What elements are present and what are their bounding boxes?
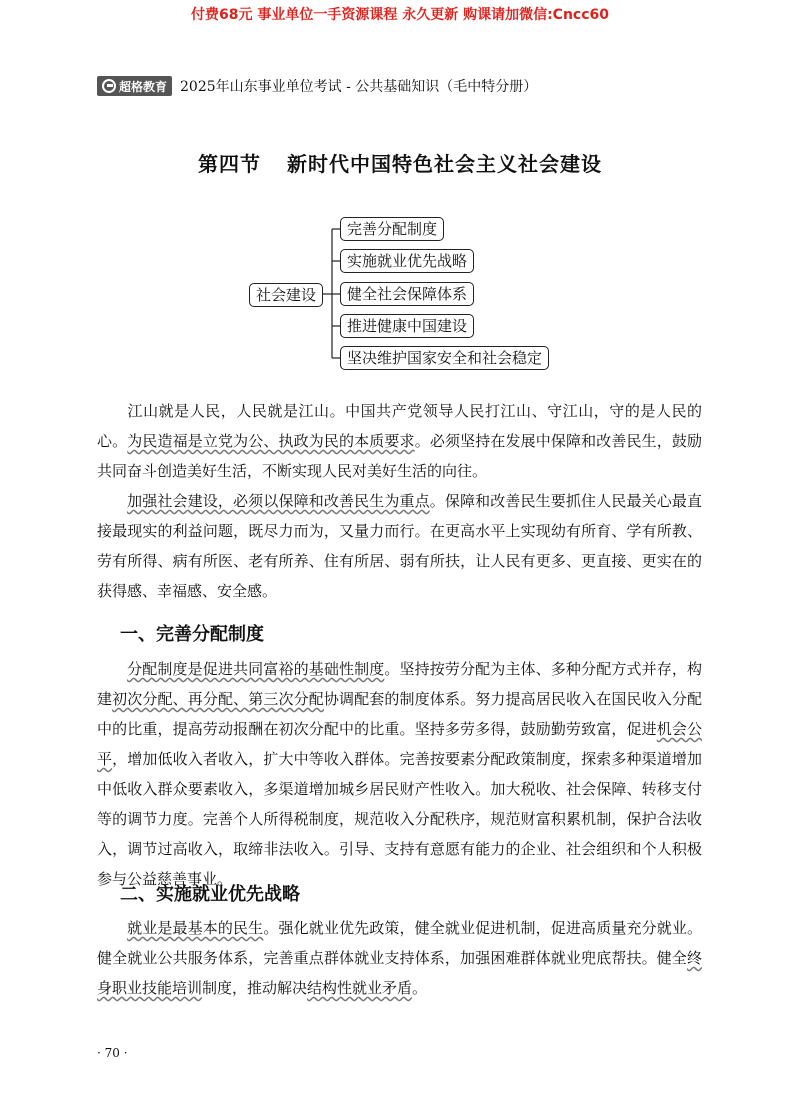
mind-map-branch: 实施就业优先战略 bbox=[340, 249, 474, 273]
key-point: 结构性就业矛盾 bbox=[307, 979, 413, 997]
text-run: 。强化就业优先政策，健全就业促进机制，促进高质量充分就业。健全就业公共服务体系，完善重点群体就业支持体系，加强困难群体就业兜底帮扶。健全 bbox=[97, 919, 702, 967]
text-run: ，增加低收入者收入，扩大中等收入群体。完善按要素分配政策制度，探索多种渠道增加中低收入群众要素收入，多渠道增加城乡居民财产性收入。加大税收、社会保障、转移支付等的调节力度。完善个人所得税制度，规范收入分配秩序，规范财富积累机制，保护合法收入，调节过高收入，取缔非法收入。引导、支持有意愿有能力的企业、社会组织和个人积极参与公益慈善事业。 bbox=[97, 750, 702, 888]
text-run: 。必须坚持在发展中保障和改善民生，鼓励共同奋斗创造美好生活，不断实现人民对美好生活的向往。 bbox=[97, 432, 702, 480]
part1-paragraph bbox=[97, 654, 702, 894]
heading-part-1: 一、完善分配制度 bbox=[120, 624, 264, 645]
mind-map-branch: 坚决维护国家安全和社会稳定 bbox=[340, 346, 549, 370]
logo-icon bbox=[102, 79, 116, 93]
text-run: 江山就是人民，人民就是江山。中国共产党领导人民打江山、守江山，守的是人民的心。 bbox=[97, 402, 702, 450]
logo-text: 超格教育 bbox=[119, 79, 168, 94]
text-run: 。坚持按劳分配为主体、多种分配方式并存，构建 bbox=[97, 660, 702, 708]
text-run: 制度，推动解决 bbox=[202, 979, 308, 997]
key-point: 机会公平 bbox=[97, 720, 702, 768]
key-point: 分配制度是促进共同富裕的基础性制度 bbox=[127, 660, 385, 678]
section-title bbox=[0, 148, 800, 177]
mind-map-root: 社会建设 bbox=[249, 283, 323, 307]
text-run: 协调配套的制度体系。努力提高居民收入在国民收入分配中的比重，提高劳动报酬在初次分配中的比重。坚持多劳多得，鼓励勤劳致富，促进 bbox=[97, 690, 702, 738]
mind-map-branch: 推进健康中国建设 bbox=[340, 314, 474, 338]
section-number: 第四节 bbox=[198, 152, 261, 176]
mind-map-branch: 健全社会保障体系 bbox=[340, 282, 474, 306]
key-point: 终身职业技能培训 bbox=[97, 949, 702, 997]
part2-paragraph bbox=[97, 913, 702, 1003]
intro-paragraph-1 bbox=[97, 396, 702, 486]
key-point: 为民造福是立党为公、执政为民的本质要求 bbox=[127, 432, 415, 450]
book-title: 2025年山东事业单位考试 - 公共基础知识（毛中特分册） bbox=[180, 79, 538, 95]
top-banner: 付费68元 事业单位一手资源课程 永久更新 购课请加微信:Cncc60 bbox=[190, 7, 610, 23]
key-point: 初次分配、再分配、第三次分配 bbox=[112, 690, 324, 708]
page-header bbox=[97, 76, 537, 96]
section-name: 新时代中国特色社会主义社会建设 bbox=[287, 152, 602, 176]
key-point: 加强社会建设，必须以保障和改善民生为重点 bbox=[127, 492, 430, 510]
heading-part-2: 二、实施就业优先战略 bbox=[120, 884, 300, 905]
publisher-logo bbox=[97, 76, 172, 96]
intro-paragraph-2 bbox=[97, 486, 702, 606]
mind-map-branch: 完善分配制度 bbox=[340, 217, 444, 241]
mind-map-connectors bbox=[0, 0, 800, 400]
text-run: 。保障和改善民生要抓住人民最关心最直接最现实的利益问题，既尽力而为，又量力而行。在更高水平上实现幼有所育、学有所教、劳有所得、病有所医、老有所养、住有所居、弱有所扶，让人民有更多、更直接、更实在的获得感、幸福感、安全感。 bbox=[97, 492, 702, 600]
page-number: · 70 · bbox=[97, 1046, 128, 1060]
key-point: 就业是最基本的民生 bbox=[127, 919, 264, 937]
text-run: 。 bbox=[412, 979, 428, 997]
